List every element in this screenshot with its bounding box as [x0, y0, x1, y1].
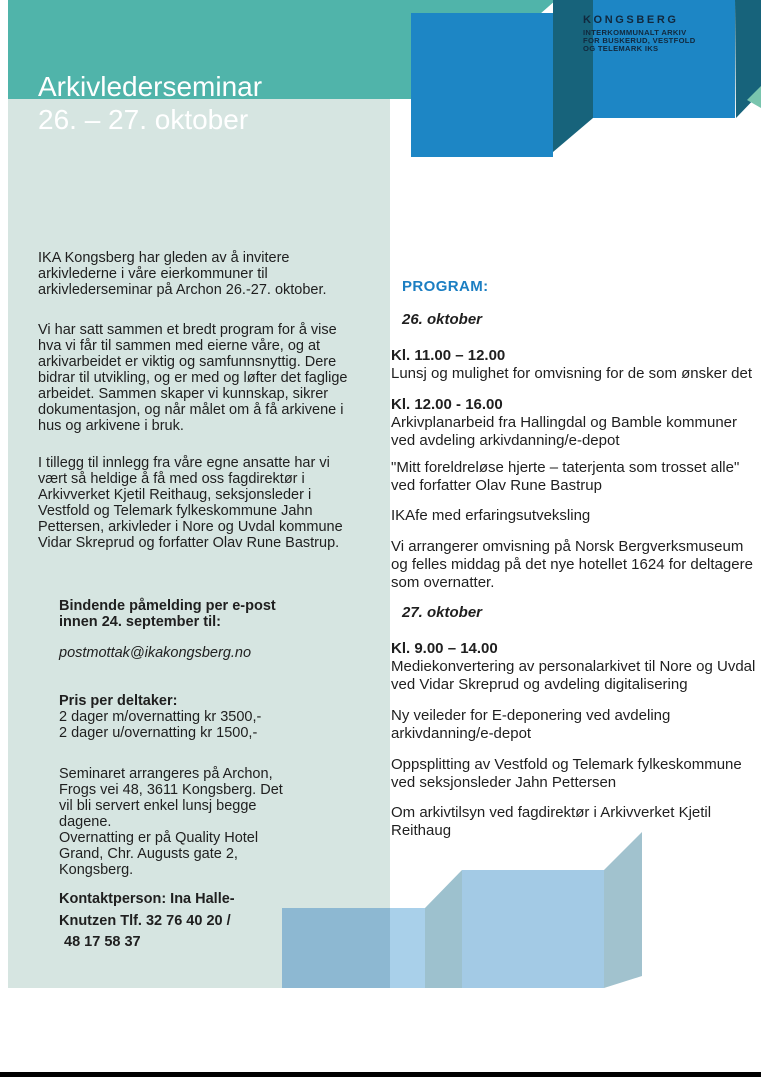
program-item-line: Vi arrangerer omvisning på Norsk Bergverksmuseum — [391, 538, 744, 555]
venue-line: Grand, Chr. Augusts gate 2, — [59, 846, 238, 862]
text-line: Vi har satt sammen et bredt program for å vise — [38, 322, 337, 338]
program-item — [391, 459, 739, 495]
logo-subtitle-line: INTERKOMMUNALT ARKIV — [583, 28, 687, 37]
teal-top-strip — [411, 0, 556, 14]
text-line: bidrar til utvikling, og er med og løfter det faglige — [38, 370, 348, 386]
program-item-line: Ny veileder for E-deponering ved avdeling — [391, 707, 671, 724]
program-item — [391, 756, 742, 792]
program-item — [391, 396, 737, 450]
text-line: Pettersen, arkivleder i Nore og Uvdal kommune — [38, 519, 343, 535]
program-item-line: Oppsplitting av Vestfold og Telemark fylkeskommune — [391, 756, 742, 773]
program-item — [391, 538, 753, 592]
venue-line: vil bli servert enkel lunsj begge — [59, 798, 257, 814]
program-day2-date: 27. oktober — [402, 604, 483, 621]
logo-name: KONGSBERG — [583, 14, 679, 26]
program-item — [391, 507, 590, 525]
program-item-line: ved avdeling arkivdanning/e-depot — [391, 432, 620, 449]
venue-line: Overnatting er på Quality Hotel — [59, 830, 259, 846]
intro-paragraph-3 — [38, 455, 343, 551]
program-item-line: Arkivplanarbeid fra Hallingdal og Bamble kommuner — [391, 414, 738, 431]
text-line: hva vi får til sammen med eierne våre, og at — [38, 338, 321, 354]
program-item-line: Lunsj og mulighet for omvisning for de som ønsker det — [391, 365, 753, 382]
contact-block — [59, 889, 235, 954]
program-item-line: Reithaug — [391, 822, 452, 839]
program-item-line: ved forfatter Olav Rune Bastrup — [391, 477, 602, 494]
contact-line: Kontaktperson: Ina Halle- — [59, 891, 235, 907]
page-title — [38, 71, 262, 136]
text-line: arkivlederne i våre eierkommuner til — [38, 266, 268, 282]
contact-line: Knutzen Tlf. 32 76 40 20 / — [59, 912, 231, 929]
program-item-time: Kl. 9.00 – 14.00 — [391, 640, 498, 657]
program-item-line: "Mitt foreldreløse hjerte – taterjenta som trosset alle" — [391, 459, 740, 476]
title-line-2: 26. – 27. oktober — [38, 103, 249, 135]
bottom-face-right — [604, 832, 642, 988]
program-item — [391, 804, 711, 840]
venue-line: Frogs vei 48, 3611 Kongsberg. Det — [59, 782, 283, 798]
program-item-line: Om arkivtilsyn ved fagdirektør i Arkivverket Kjetil — [391, 804, 712, 821]
program-item — [391, 707, 670, 743]
program-item-line: arkivdanning/e-depot — [391, 725, 532, 742]
logo-subtitle — [583, 29, 696, 54]
pricing-line: 2 dager u/overnatting kr 1500,- — [59, 725, 258, 741]
program-item-time: Kl. 11.00 – 12.00 — [391, 347, 506, 364]
text-line: Arkivverket Kjetil Reithaug, seksjonsleder i — [38, 487, 312, 503]
registration-heading — [59, 598, 276, 630]
contact-line: 48 17 58 37 — [64, 934, 141, 950]
intro-paragraph-1 — [38, 250, 327, 298]
bottom-rect-over-panel — [282, 908, 390, 988]
text-line: I tillegg til innlegg fra våre egne ansatte har vi — [38, 455, 330, 471]
program-item — [391, 640, 755, 694]
text-line: dokumentasjon, og når målet om å få arkivene i — [38, 402, 344, 418]
venue-line: Seminaret arrangeres på Archon, — [59, 766, 273, 782]
program-item-line: ved seksjonsleder Jahn Pettersen — [391, 774, 617, 791]
text-line: Bindende påmelding per e-post — [59, 598, 276, 614]
intro-paragraph-2 — [38, 322, 347, 434]
logo-subtitle-line: OG TELEMARK IKS — [583, 44, 659, 54]
footer-bar — [0, 1072, 761, 1077]
title-line-1: Arkivlederseminar — [38, 71, 263, 102]
venue-line: Kongsberg. — [59, 862, 134, 878]
logo-subtitle-line: FOR BUSKERUD, VESTFOLD — [583, 36, 696, 46]
text-line: vært så heldige å få med oss fagdirektør i — [38, 471, 305, 487]
program-heading: PROGRAM: — [402, 278, 489, 295]
pricing-heading: Pris per deltaker: — [59, 693, 178, 709]
bottom-face-left — [425, 870, 462, 988]
program-item-line: og felles middag på det nye hotellet 1624 for deltagere — [391, 556, 753, 573]
pricing-block — [59, 693, 261, 741]
program-item-line: Mediekonvertering av personalarkivet til Nore og Uvdal — [391, 658, 756, 675]
venue-line: dagene. — [59, 814, 112, 830]
bottom-rect-big — [462, 870, 604, 988]
program-item-line: ved Vidar Skreprud og avdeling digitalisering — [391, 676, 688, 693]
bottom-rect-light — [390, 908, 425, 988]
text-line: hus og arkivene i bruk. — [38, 418, 184, 434]
text-line: Vidar Skreprud og forfatter Olav Rune Bastrup. — [38, 535, 340, 551]
registration-email: postmottak@ikakongsberg.no — [59, 645, 252, 661]
pricing-line: 2 dager m/overnatting kr 3500,- — [59, 709, 262, 725]
text-line: arbeidet. Sammen skaper vi kunnskap, sikrer — [38, 386, 329, 402]
program-item-time: Kl. 12.00 - 16.00 — [391, 396, 503, 413]
program-item — [391, 347, 752, 383]
text-line: arkivarbeidet er viktig og samfunnsnyttig. Dere — [38, 354, 337, 370]
venue-block — [59, 766, 283, 878]
text-line: innen 24. september til: — [59, 614, 221, 630]
program-item-line: som overnatter. — [391, 574, 495, 591]
text-line: Vestfold og Telemark fylkeskommune Jahn — [38, 503, 313, 519]
program-item-line: IKAfe med erfaringsutveksling — [391, 507, 591, 524]
text-line: IKA Kongsberg har gleden av å invitere — [38, 250, 290, 266]
ika-kongsberg-logo — [583, 13, 696, 54]
text-line: arkivlederseminar på Archon 26.-27. oktober. — [38, 282, 327, 298]
blue-cube-left — [411, 13, 553, 157]
program-day1-date: 26. oktober — [402, 311, 483, 328]
